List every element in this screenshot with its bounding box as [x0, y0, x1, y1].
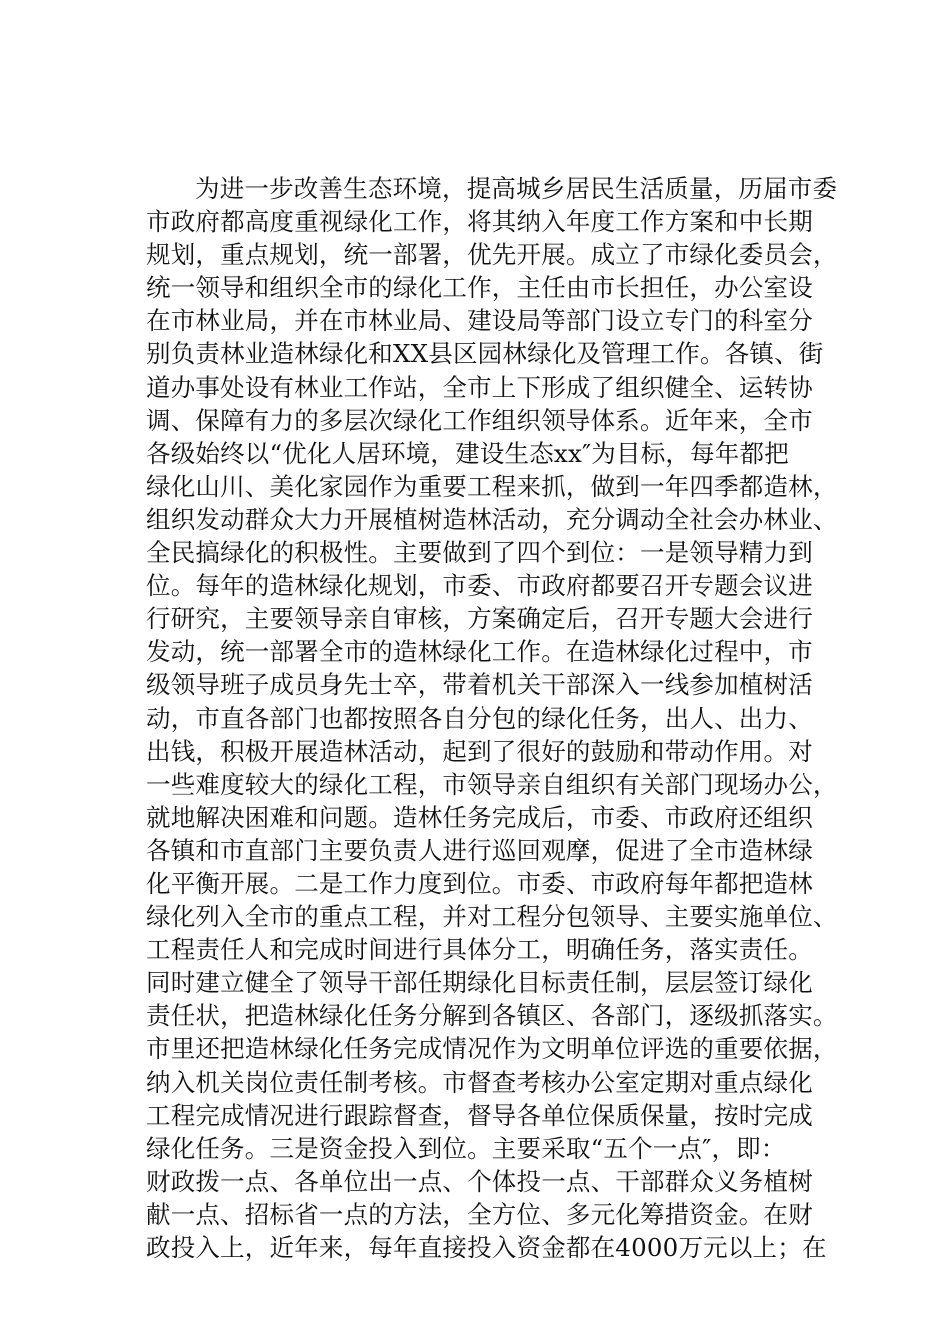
- text-line: 政投入上，近年来，每年直接投入资金都在4000万元以上；在: [146, 1233, 827, 1262]
- text-line: 为进一步改善生态环境，提高城乡居民生活质量，历届市委: [195, 174, 838, 203]
- text-line: 财政拨一点、各单位出一点、个体投一点、干部群众义务植树: [146, 1166, 813, 1196]
- text-line: 献一点、招标省一点的方法，全方位、多元化筹措资金。在财: [146, 1199, 813, 1229]
- text-line: 市政府都高度重视绿化工作，将其纳入年度工作方案和中长期: [146, 207, 813, 237]
- text-line: 绿化任务。三是资金投入到位。主要采取“五个一点″，即：: [146, 1133, 786, 1163]
- text-line: 绿化山川、美化家园作为重要工程来抓，做到一年四季都造林，: [146, 471, 838, 501]
- text-line: 工程完成情况进行跟踪督查，督导各单位保质保量，按时完成: [146, 1100, 813, 1130]
- text-line: 化平衡开展。二是工作力度到位。市委、市政府每年都把造林: [146, 868, 813, 898]
- text-line: 调、保障有力的多层次绿化工作组织领导体系。近年来，全市: [146, 405, 813, 435]
- text-line: 动，市直各部门也都按照各自分包的绿化任务，出人、出力、: [146, 703, 813, 733]
- text-line: 责任状，把造林绿化任务分解到各镇区、各部门，逐级抓落实。: [146, 1001, 838, 1031]
- text-line: 全民搞绿化的积极性。主要做到了四个到位：一是领导精力到: [146, 538, 813, 568]
- text-line: 位。每年的造林绿化规划，市委、市政府都要召开专题会议进: [146, 571, 813, 601]
- text-line: 工程责任人和完成时间进行具体分工，明确任务，落实责任。: [146, 935, 813, 965]
- text-line: 别负责林业造林绿化和XX县区园林绿化及管理工作。各镇、街: [146, 339, 824, 369]
- text-line: 同时建立健全了领导干部任期绿化目标责任制，层层签订绿化: [146, 968, 813, 998]
- text-line: 纳入机关岗位责任制考核。市督查考核办公室定期对重点绿化: [146, 1067, 813, 1097]
- text-line: 道办事处设有林业工作站，全市上下形成了组织健全、运转协: [146, 372, 813, 402]
- text-line: 在市林业局，并在市林业局、建设局等部门设立专门的科室分: [146, 306, 813, 336]
- text-line: 就地解决困难和问题。造林任务完成后，市委、市政府还组织: [146, 802, 813, 832]
- text-line: 行研究，主要领导亲自审核，方案确定后，召开专题大会进行: [146, 604, 813, 634]
- text-line: 一些难度较大的绿化工程，市领导亲自组织有关部门现场办公，: [146, 769, 838, 799]
- text-line: 各镇和市直部门主要负责人进行巡回观摩，促进了全市造林绿: [146, 835, 813, 865]
- text-line: 级领导班子成员身先士卒，带着机关干部深入一线参加植树活: [146, 670, 813, 700]
- text-line: 统一领导和组织全市的绿化工作，主任由市长担任，办公室设: [146, 273, 813, 303]
- text-line: 发动，统一部署全市的造林绿化工作。在造林绿化过程中，市: [146, 637, 813, 667]
- text-line: 绿化列入全市的重点工程，并对工程分包领导、主要实施单位、: [146, 902, 838, 932]
- text-line: 规划，重点规划，统一部署，优先开展。成立了市绿化委员会，: [146, 240, 838, 270]
- text-line: 组织发动群众大力开展植树造林活动，充分调动全社会办林业、: [146, 504, 838, 534]
- body-paragraph: [146, 172, 836, 1264]
- text-line: 市里还把造林绿化任务完成情况作为文明单位评选的重要依据，: [146, 1034, 838, 1064]
- text-line: 各级始终以“优化人居环境，建设生态xx″为目标，每年都把: [146, 438, 789, 468]
- text-line: 出钱，积极开展造林活动，起到了很好的鼓励和带动作用。对: [146, 736, 813, 766]
